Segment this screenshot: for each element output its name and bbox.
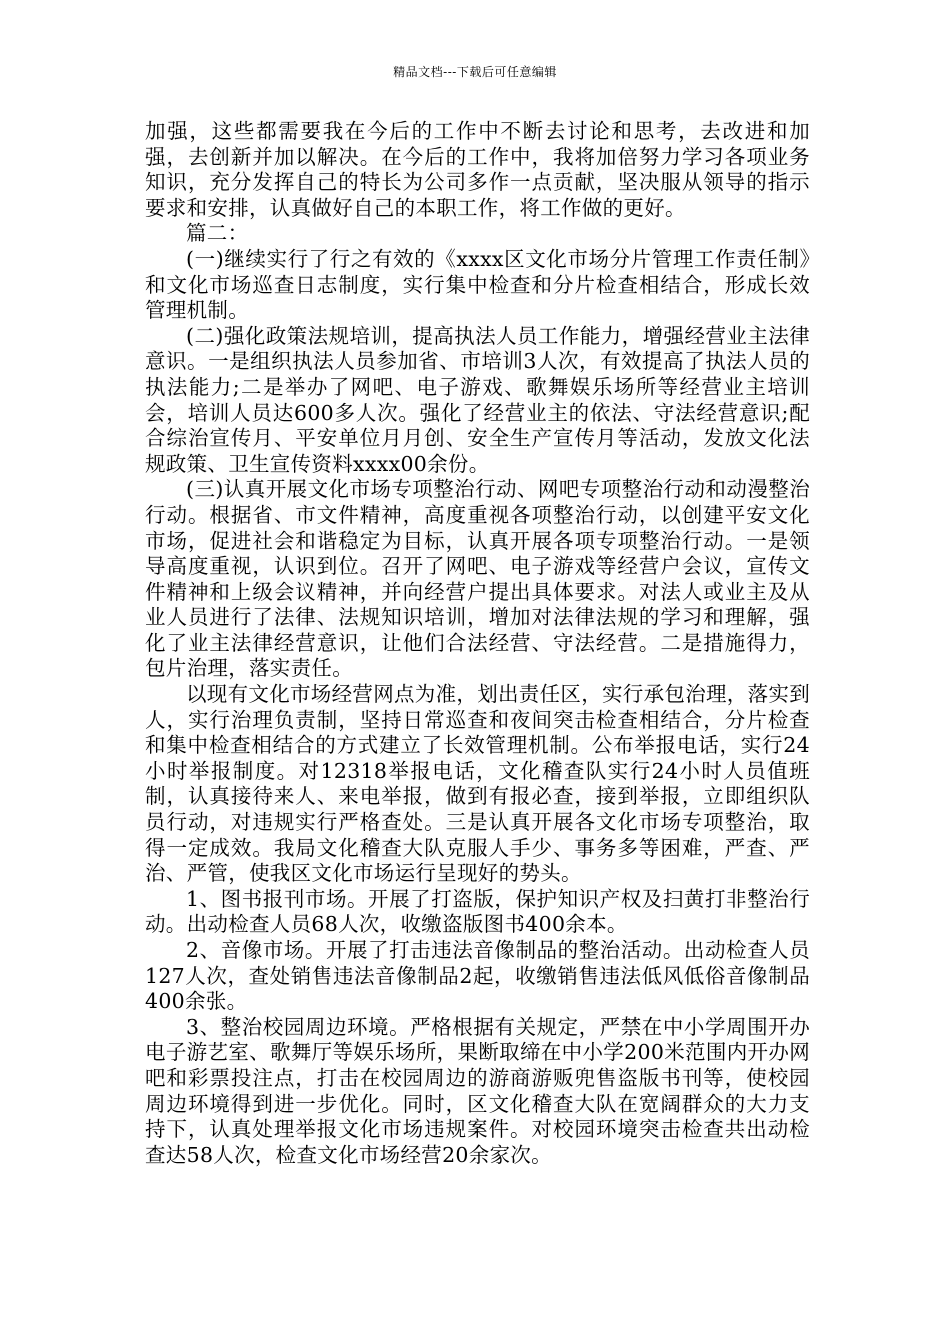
paragraph: 2、音像市场。开展了打击违法音像制品的整治活动。出动检查人员127人次，查处销售违法音像制品2起，收缴销售违法低风低俗音像制品400余张。 xyxy=(145,938,810,1014)
paragraph-continuation: 加强，这些都需要我在今后的工作中不断去讨论和思考，去改进和加强，去创新并加以解决。在今后的工作中，我将加倍努力学习各项业务知识，充分发挥自己的特长为公司多作一点贡献，坚决服从领导的指示要求和安排，认真做好自己的本职工作，将工作做的更好。 xyxy=(145,119,810,220)
paragraph: 1、图书报刊市场。开展了打盗版，保护知识产权及扫黄打非整治行动。出动检查人员68人次，收缴盗版图书400余本。 xyxy=(145,886,810,937)
document-body xyxy=(145,119,810,1168)
section-heading: 篇二： xyxy=(186,221,249,246)
paragraph: 3、整治校园周边环境。严格根据有关规定，严禁在中小学周围开办电子游艺室、歌舞厅等娱乐场所，果断取缔在中小学200米范围内开办网吧和彩票投注点，打击在校园周边的游商游贩兜售盗版书刊等，使校园周边环境得到进一步优化。同时，区文化稽查大队在宽阔群众的大力支持下，认真处理举报文化市场违规案件。对校园环境突击检查共出动检查达58人次，检查文化市场经营20余家次。 xyxy=(145,1014,810,1167)
paragraph: 以现有文化市场经营网点为准，划出责任区，实行承包治理，落实到人，实行治理负责制，坚持日常巡查和夜间突击检查相结合，分片检查和集中检查相结合的方式建立了长效管理机制。公布举报电话，实行24小时举报制度。对12318举报电话，文化稽查队实行24小时人员值班制，认真接待来人、来电举报，做到有报必查，接到举报，立即组织队员行动，对违规实行严格查处。三是认真开展各文化市场专项整治，取得一定成效。我局文化稽查大队克服人手少、事务多等困难，严查、严治、严管，使我区文化市场运行呈现好的势头。 xyxy=(145,682,810,886)
paragraph: (二)强化政策法规培训，提高执法人员工作能力，增强经营业主法律意识。一是组织执法人员参加省、市培训3人次，有效提高了执法人员的执法能力;二是举办了网吧、电子游戏、歌舞娱乐场所等经营业主培训会，培训人员达600多人次。强化了经营业主的依法、守法经营意识;配合综治宣传月、平安单位月月创、安全生产宣传月等活动，发放文化法规政策、卫生宣传资料xxxx00余份。 xyxy=(145,323,810,476)
paragraph: (三)认真开展文化市场专项整治行动、网吧专项整治行动和动漫整治行动。根据省、市文件精神，高度重视各项整治行动，以创建平安文化市场，促进社会和谐稳定为目标，认真开展各项专项整治行动。一是领导高度重视，认识到位。召开了网吧、电子游戏等经营户会议，宣传文件精神和上级会议精神，并向经营户提出具体要求。对法人或业主及从业人员进行了法律、法规知识培训，增加对法律法规的学习和理解，强化了业主法律经营意识，让他们合法经营、守法经营。二是措施得力，包片治理，落实责任。 xyxy=(145,477,810,681)
page-header: 精品文档---下载后可任意编辑 xyxy=(393,65,557,79)
paragraph: (一)继续实行了行之有效的《xxxx区文化市场分片管理工作责任制》和文化市场巡查日志制度，实行集中检查和分片检查相结合，形成长效管理机制。 xyxy=(145,246,810,323)
